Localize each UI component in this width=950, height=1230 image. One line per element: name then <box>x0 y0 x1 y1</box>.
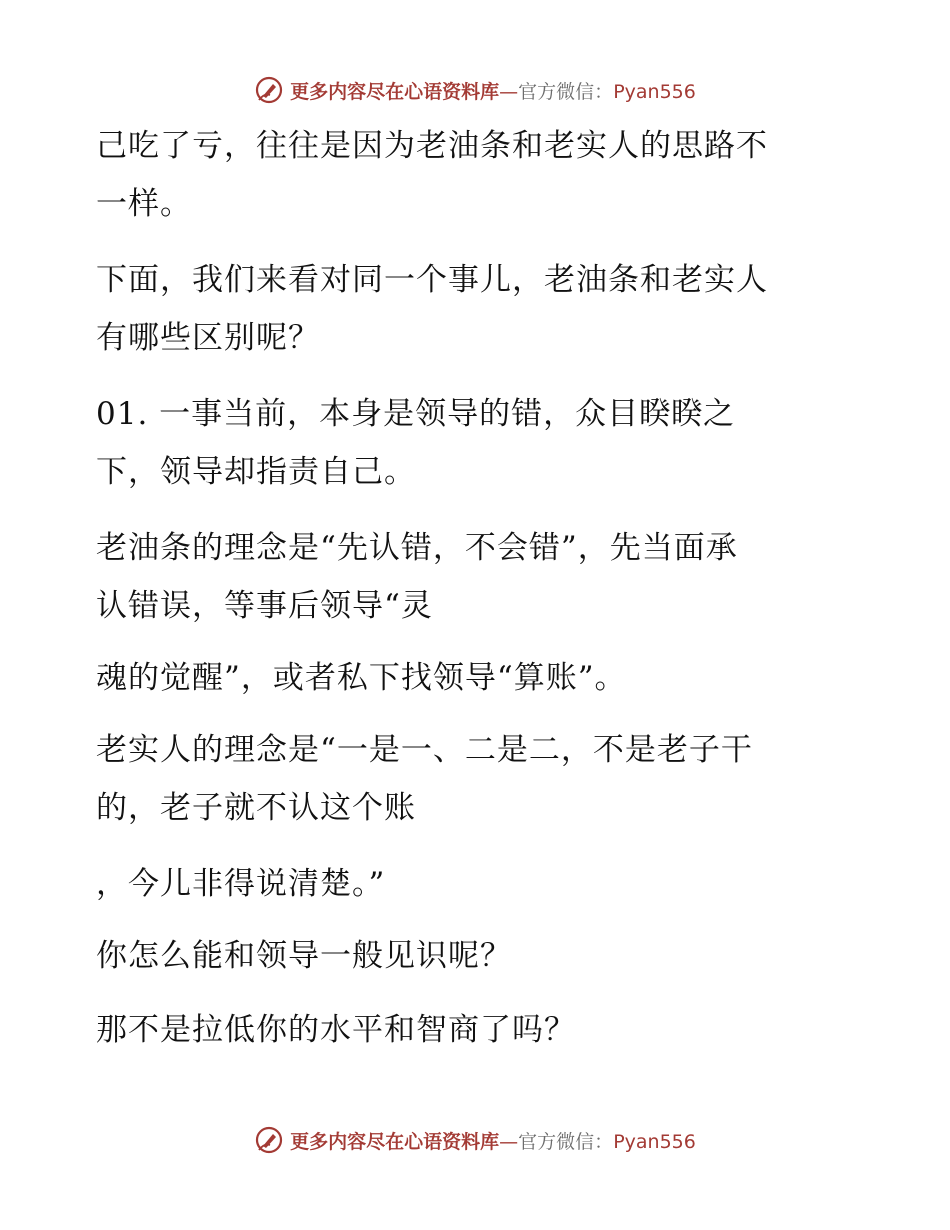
footer-separator: — <box>499 1130 519 1153</box>
footer-account: Pyan556 <box>613 1130 696 1153</box>
body-line: 那不是拉低你的水平和智商了吗？ <box>96 1012 576 1048</box>
body-line: 有哪些区别呢？ <box>96 320 320 356</box>
footer-wechat-label: 官方微信： <box>518 1130 614 1153</box>
body-line: 你怎么能和领导一般见识呢？ <box>96 938 512 974</box>
body-line: 认错误，等事后领导“灵 <box>96 588 433 624</box>
body-line: 01. 一事当前，本身是领导的错，众目睽睽之 <box>96 396 736 432</box>
header-banner-text <box>290 77 696 104</box>
body-line: ，今儿非得说清楚。” <box>96 866 386 902</box>
footer-banner <box>0 1118 950 1162</box>
body-line: 下，领导却指责自己。 <box>96 454 416 490</box>
body-line: 己吃了亏，往往是因为老油条和老实人的思路不 <box>96 128 768 164</box>
footer-brand: 更多内容尽在心语资料库 <box>290 1130 500 1153</box>
body-line: 魂的觉醒”，或者私下找领导“算账”。 <box>96 660 627 696</box>
pen-logo-icon <box>254 75 284 105</box>
body-line: 老油条的理念是“先认错，不会错”，先当面承 <box>96 530 738 566</box>
body-line: 一样。 <box>96 186 192 222</box>
body-line: 下面，我们来看对同一个事儿，老油条和老实人 <box>96 262 768 298</box>
header-wechat-label: 官方微信： <box>518 80 614 103</box>
header-separator: — <box>499 80 519 103</box>
body-line: 的，老子就不认这个账 <box>96 790 416 826</box>
pen-logo-icon <box>254 1125 284 1155</box>
header-banner <box>0 68 950 112</box>
header-account: Pyan556 <box>613 80 696 103</box>
footer-banner-text <box>290 1127 696 1154</box>
header-brand: 更多内容尽在心语资料库 <box>290 80 500 103</box>
body-line: 老实人的理念是“一是一、二是二，不是老子干 <box>96 732 753 768</box>
